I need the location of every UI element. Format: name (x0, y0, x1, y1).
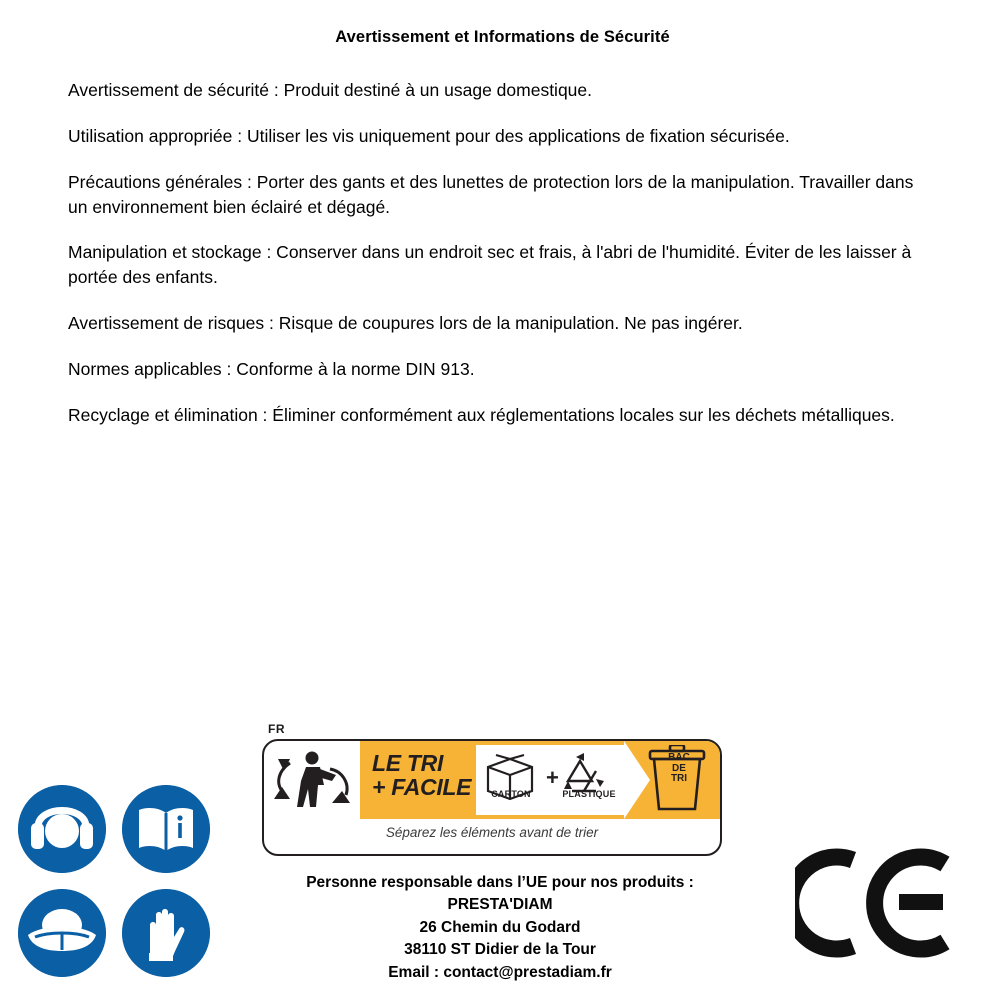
banner-headline (372, 751, 472, 799)
banner-headline-line2: + FACILE (372, 774, 472, 801)
ear-protection-icon (18, 785, 106, 873)
bin-label-line3: TRI (670, 773, 688, 784)
company-street: 26 Chemin du Godard (419, 918, 581, 936)
paragraph-safety-warning: Avertissement de sécurité : Produit destiné à un usage domestique. (68, 80, 593, 100)
responsible-person-heading-eu: UE (525, 874, 548, 891)
read-instructions-icon (122, 785, 210, 873)
triman-symbol-icon (270, 745, 358, 817)
paragraph-applicable-standards: Normes applicables : Conforme à la norme DIN 913. (68, 358, 475, 379)
recycling-sorting-banner (262, 722, 720, 854)
sorting-banner-box (262, 739, 722, 856)
hand-protection-icon (122, 889, 210, 977)
material-icons-group (480, 745, 622, 815)
mandatory-pictogram-group (18, 785, 214, 981)
country-code-label: FR (268, 722, 285, 736)
material-label-carton: CARTON (491, 789, 531, 799)
banner-headline-line1: LE TRI (372, 750, 444, 776)
responsible-person-heading-suffix: pour nos produits : (547, 874, 694, 891)
eye-protection-icon (18, 889, 106, 977)
company-city: 38110 ST Didier de la Tour (404, 941, 596, 959)
paragraph-recycling-disposal: Recyclage et élimination : Éliminer conformément aux réglementations locales sur les déchets métalliques. (68, 404, 895, 425)
paragraph-handling-storage: Manipulation et stockage : Conserver dans un endroit sec et frais, à l'abri de l'humidité. Éviter de les laisser à portée des enfants. (68, 242, 912, 288)
plus-sign: + (546, 765, 559, 790)
responsible-person-heading-prefix: Personne responsable dans l’ (306, 874, 526, 891)
bin-label-line1: BAC (668, 752, 690, 763)
safety-text-body (68, 78, 930, 449)
company-name: PRESTA'DIAM (447, 896, 553, 914)
paragraph-proper-use: Utilisation appropriée : Utiliser les vis uniquement pour des applications de fixation sécurisée. (68, 125, 790, 146)
paragraph-risk-warning: Avertissement de risques : Risque de coupures lors de la manipulation. Ne pas ingérer. (68, 313, 743, 334)
page-title: Avertissement et Informations de Sécurité (335, 28, 670, 46)
company-email: Email : contact@prestadiam.fr (388, 963, 612, 981)
bin-label (652, 753, 706, 785)
paragraph-general-precautions: Précautions générales : Porter des gants et des lunettes de protection lors de la manipulation. Travailler dans un environnement bien éclairé et dégagé. (68, 171, 914, 217)
responsible-person-block (210, 872, 790, 984)
responsible-person-heading (210, 872, 790, 894)
material-label-plastique: PLASTIQUE (562, 789, 616, 799)
bin-label-line2: DE (672, 762, 686, 774)
ce-mark-icon (795, 848, 955, 958)
banner-footer-text: Séparez les éléments avant de trier (385, 825, 599, 840)
